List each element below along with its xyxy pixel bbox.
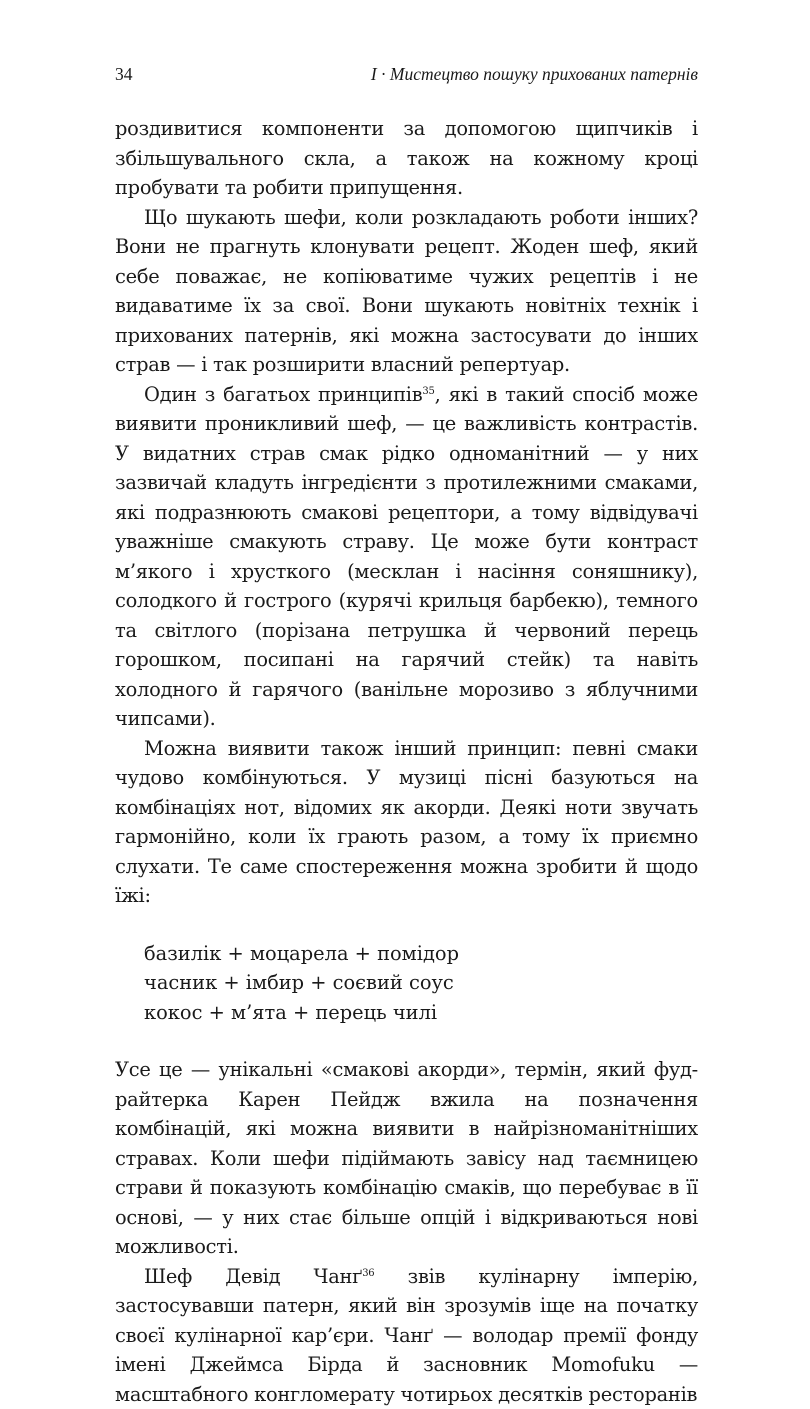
paragraph-5: Усе це — унікальні «смакові акорди», термін, який фуд-райтерка Карен Пейдж вжила на позначення комбінацій, які можна виявити в найрізноманітніших стравах. Коли шефи підіймають завісу над таємницею страви й показують комбінацію смаків, що перебуває в її основі, — у них стає більше опцій і відкриваються нові можливості. [115, 1055, 698, 1262]
paragraph-3 [115, 380, 698, 734]
body-text [115, 114, 698, 1409]
list-item: кокос + м’ята + перець чилі [144, 998, 698, 1028]
paragraph-6-start: Шеф Девід Чанґ [144, 1265, 362, 1288]
paragraph-6-rest: звів кулінарну імперію, застосувавши патерн, який він зрозумів іще на початку своєї кулінарної кар’єри. Чанґ — володар премії фонду імені Джеймса Бірда й засновник Momofuku — масштабного конгломерату чотирьох десятків ресторанів [115, 1265, 698, 1406]
list-item: часник + імбир + соєвий соус [144, 968, 698, 998]
running-header [115, 62, 698, 86]
flavor-chord-list [144, 939, 698, 1028]
paragraph-1: роздивитися компоненти за допомогою щипчиків і збільшувального скла, а також на кожному кроці пробувати та робити припущення. [115, 114, 698, 203]
paragraph-3-start: Один з багатьох принципів [144, 383, 422, 406]
book-page [115, 62, 698, 1409]
chapter-title: I · Мистецтво пошуку прихованих патернів [371, 62, 698, 86]
footnote-ref-36: 36 [362, 1268, 374, 1279]
paragraph-4: Можна виявити також інший принцип: певні смаки чудово комбінуються. У музиці пісні базуються на комбінаціях нот, відомих як акорди. Деякі ноти звучать гармонійно, коли їх грають разом, а тому їх приємно слухати. Те саме спостереження можна зробити й щодо їжі: [115, 734, 698, 911]
paragraph-2: Що шукають шефи, коли розкладають роботи інших? Вони не прагнуть клонувати рецепт. Жоден шеф, який себе поважає, не копіюватиме чужих рецептів і не видаватиме їх за свої. Вони шукають новітніх технік і прихованих патернів, які можна застосувати до інших страв — і так розширити власний репертуар. [115, 203, 698, 380]
list-item: базилік + моцарела + помідор [144, 939, 698, 969]
footnote-ref-35: 35 [422, 386, 434, 397]
paragraph-3-rest: , які в такий спосіб може виявити проникливий шеф, — це важливість контрастів. У видатних страв смак рідко одноманітний — у них зазвичай кладуть інгредієнти з протилежними смаками, які подразнюють смакові рецептори, а тому відвідувачі уважніше смакують страву. Це може бути контраст м’якого і хрусткого (месклан і насіння соняшнику), солодкого й гострого (курячі крильця барбекю), темного та світлого (порізана петрушка й червоний перець горошком, посипані на гарячий стейк) та навіть холодного й гарячого (ванільне морозиво з яблучними чипсами). [115, 383, 698, 731]
paragraph-6 [115, 1262, 698, 1409]
page-number: 34 [115, 62, 133, 86]
